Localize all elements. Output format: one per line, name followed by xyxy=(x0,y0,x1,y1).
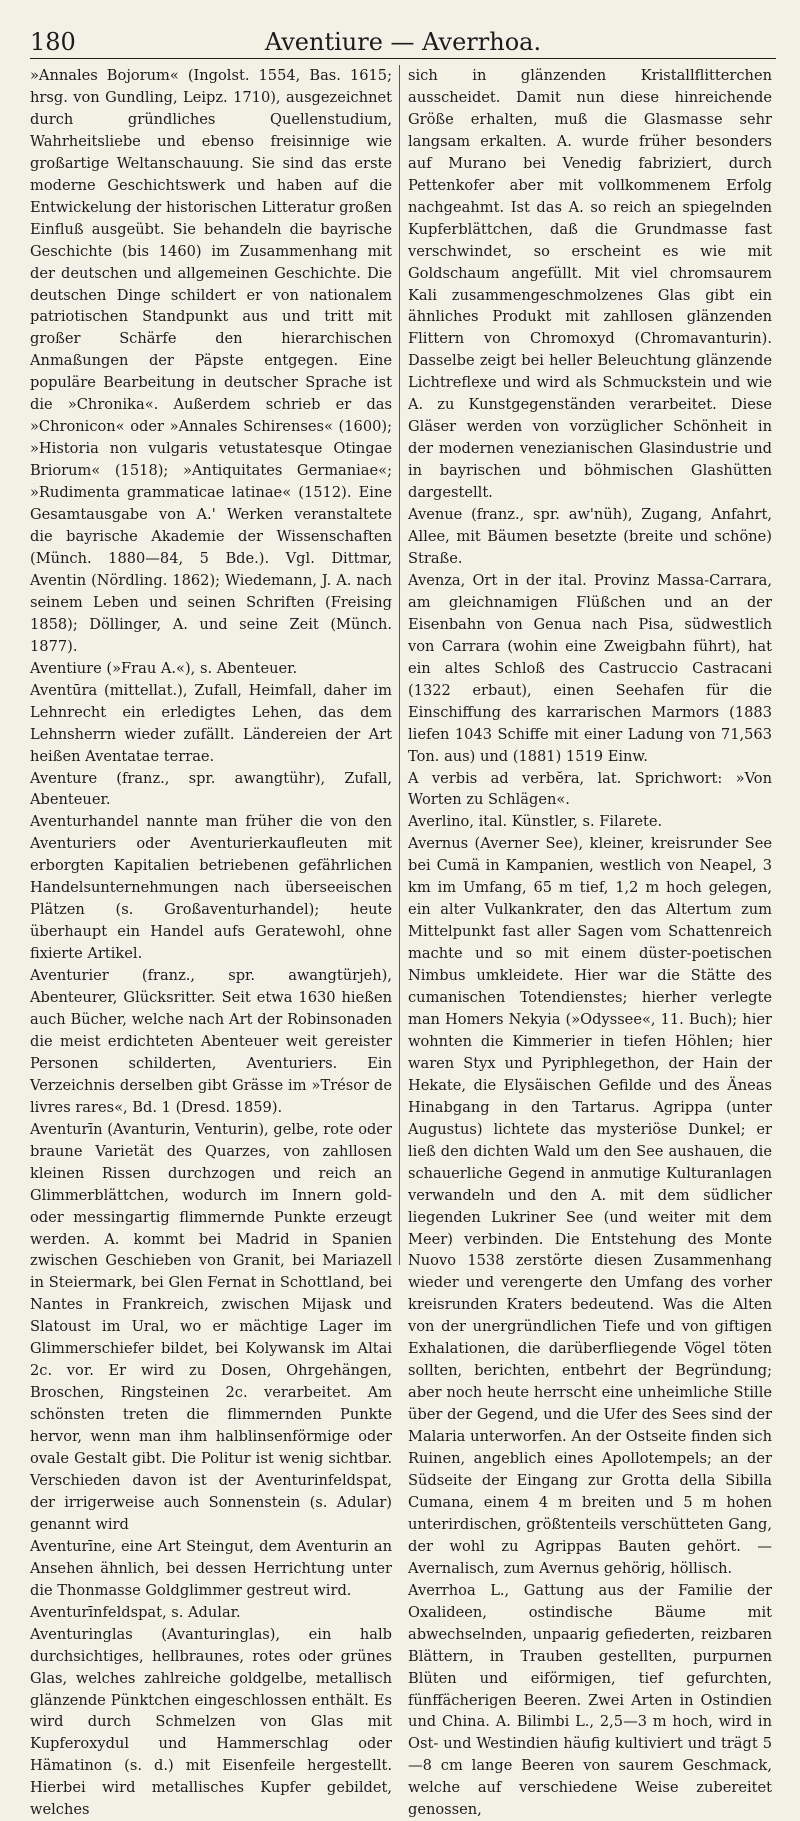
entry-paragraph: Aventurhandel nannte man früher die von den Aventuriers oder Aventurierkaufleuten mit erborgten Kapitalien betriebenen gefährlichen Handelsunternehmungen nach überseeischen Plätzen (s. Großaventurhandel); heute überhaupt ein Handel aufs Geratewohl, ohne fixierte Artikel. xyxy=(30,813,392,963)
page-header xyxy=(30,22,776,59)
entry-paragraph: Aventure (franz., spr. awangtühr), Zufall, Abenteuer. xyxy=(30,769,392,809)
entry-paragraph: Aventūra (mittellat.), Zufall, Heimfall, daher im Lehnrecht ein erledigtes Lehen, das dem Lehnsherrn wieder zufällt. Ländereien der Art heißen Aventatae terrae. xyxy=(30,681,392,765)
entry-paragraph: Avenue (franz., spr. aw'nüh), Zugang, Anfahrt, Allee, mit Bäumen besetzte (breite und schöne) Straße. xyxy=(408,506,772,567)
entry-paragraph: Avenza, Ort in der ital. Provinz Massa-Carrara, am gleichnamigen Flüßchen und an der Eisenbahn von Genua nach Pisa, südwestlich von Carrara (wohin eine Zweigbahn führt), hat ein altes Schloß des Castruccio Castracani (1322 erbaut), einen Seehafen für die Einschiffung des karrarischen Marmors (1883 liefen 1043 Schiffe mit einer Ladung von 71,563 Ton. aus) und (1881) 1519 Einw. xyxy=(408,571,772,765)
entry-paragraph: sich in glänzenden Kristallflitterchen ausscheidet. Damit nun diese hinreichende Größe erhalten, muß die Glasmasse sehr langsam erkalten. A. wurde früher besonders auf Murano bei Venedig fabriziert, durch Pettenkofer aber mit vollkommenem Erfolg nachgeahmt. Ist das A. so reich an spiegelnden Kupferblättchen, daß die Grundmasse fast verschwindet, so erscheint es wie mit Goldschaum angefüllt. Mit viel chromsaurem Kali zusammengeschmolzenes Glas gibt ein ähnliches Produkt mit zahllosen glänzenden Flittern von Chromoxyd (Chromavanturin). Dasselbe zeigt bei heller Beleuchtung glänzende Lichtreflexe und wird als Schmuckstein und wie A. zu Kunstgegenständen verarbeitet. Diese Gläser werden von vorzüglicher Schönheit in der modernen venezianischen Glasindustrie und in bayrischen und böhmischen Glashütten dargestellt. xyxy=(408,67,772,502)
entry-paragraph: Aventurīn (Avanturin, Venturin), gelbe, rote oder braune Varietät des Quarzes, von zahllosen kleinen Rissen durchzogen und reich an Glimmerblättchen, wodurch im Innern gold- oder messingartig flimmernde Punkte erzeugt werden. A. kommt bei Madrid in Spanien zwischen Geschieben von Granit, bei Mariazell in Steiermark, bei Glen Fernat in Schottland, bei Nantes in Frankreich, zwischen Mijask und Slatoust im Ural, wo er mächtige Lager im Glimmerschiefer bildet, bei Kolywansk im Altai 2c. vor. Er wird zu Dosen, Ohrgehängen, Broschen, Ringsteinen 2c. verarbeitet. Am schönsten treten die flimmernden Punkte hervor, wenn man ihm halblinsenförmige oder ovale Gestalt gibt. Die Politur ist wenig sichtbar. Verschieden davon ist der Aventurinfeldspat, der irrigerweise auch Sonnenstein (s. Adular) genannt wird xyxy=(30,1120,392,1533)
entry-paragraph: Avernus (Averner See), kleiner, kreisrunder See bei Cumä in Kampanien, westlich von Neapel, 3 km im Umfang, 65 m tief, 1,2 m hoch gelegen, ein alter Vulkankrater, den das Altertum zum Mittelpunkt fast aller Sagen vom Schattenreich machte und so mit einem düster-poetischen Nimbus umkleidete. Hier war die Stätte des cumanischen Totendienstes; hierher verlegte man Homers Nekyia (»Odyssee«, 11. Buch); hier wohnten die Kimmerier in tiefen Höhlen; hier waren Styx und Pyriphlegethon, der Hain der Hekate, die Elysäischen Gefilde und des Äneas Hinabgang in den Tartarus. Agrippa (unter Augustus) lichtete das mysteriöse Dunkel; er ließ den dichten Wald um den See aushauen, die schauerliche Gegend in anmutige Kulturanlagen verwandeln und den A. mit dem südlicher liegenden Lukriner See (und weiter mit dem Meer) verbinden. Die Entstehung des Monte Nuovo 1538 zerstörte diesen Zusammenhang wieder und verengerte den Umfang des vorher kreisrunden Kraters bedeutend. Was die Alten von der unergründlichen Tiefe und von giftigen Exhalationen, die darüberfliegende Vögel töten sollten, berichten, entbehrt der Begründung; aber noch heute herrscht eine unheimliche Stille über der Gegend, und die Ufer des Sees sind der Malaria unterworfen. An der Ostseite finden sich Ruinen, angeblich eines Apollotempels; an der Südseite der Eingang zur Grotta della Sibilla Cumana, einem 4 m breiten und 5 m hohen unterirdischen, größtenteils verschütteten Gang, der wohl zu Agrippas Bauten gehört. — Avernalisch, zum Avernus gehörig, höllisch. xyxy=(408,835,772,1577)
entry-paragraph: Aventuringlas (Avanturinglas), ein halb durchsichtiges, hellbraunes, rotes oder grünes Glas, welches zahlreiche goldgelbe, metallisch glänzende Pünktchen eingeschlossen enthält. Es wird durch Schmelzen von Glas mit Kupferoxydul und Hammerschlag oder Hämatinon (s. d.) mit Eisenfeile hergestellt. Hierbei wird metallisches Kupfer gebildet, welches xyxy=(30,1625,392,1819)
column-divider xyxy=(399,65,400,1265)
page-number: 180 xyxy=(30,28,76,56)
entry-paragraph: Averrhoa L., Gattung aus der Familie der Oxalideen, ostindische Bäume mit abwechselnden, unpaarig gefiederten, reizbaren Blättern, in Trauben gestellten, purpurnen Blüten und eiförmigen, tief gefurchten, fünffächerigen Beeren. Zwei Arten in Ostindien und China. A. Bilimbi L., 2,5—3 m hoch, wird in Ost- und Westindien häufig kultiviert und trägt 5—8 cm lange Beeren von saurem Geschmack, welche auf verschiedene Weise zubereitet genossen, xyxy=(408,1581,772,1819)
left-column xyxy=(30,65,392,1819)
entry-paragraph: »Annales Bojorum« (Ingolst. 1554, Bas. 1615; hrsg. von Gundling, Leipz. 1710), ausgezeichnet durch gründliches Quellenstudium, Wahrheitsliebe und ebenso freisinnige wie großartige Weltanschauung. Sie sind das erste moderne Geschichtswerk und haben auf die Entwickelung der historischen Litteratur großen Einfluß ausgeübt. Sie behandeln die bayrische Geschichte (bis 1460) im Zusammenhang mit der deutschen und allgemeinen Geschichte. Die deutschen Dinge schildert er von nationalem patriotischen Standpunkt aus und tritt mit großer Schärfe den hierarchischen Anmaßungen der Päpste entgegen. Eine populäre Bearbeitung in deutscher Sprache ist die »Chronika«. Außerdem schrieb er das »Chronicon« oder »Annales Schirenses« (1600); »Historia non vulgaris vetustatesque Otingae Briorum« (1518); »Antiquitates Germaniae«; »Rudimenta grammaticae latinae« (1512). Eine Gesamtausgabe von A.' Werken veranstaltete die bayrische Akademie der Wissenschaften (Münch. 1880—84, 5 Bde.). Vgl. Dittmar, Aventin (Nördling. 1862); Wiedemann, J. A. nach seinem Leben und seinen Schriften (Freising 1858); Döllinger, A. und seine Zeit (Münch. 1877). xyxy=(30,67,392,655)
entry-paragraph: Aventurīne, eine Art Steingut, dem Aventurin an Ansehen ähnlich, bei dessen Herrichtung unter die Thonmasse Goldglimmer gestreut wird. xyxy=(30,1537,392,1599)
entry-paragraph: Aventurīnfeldspat, s. Adular. xyxy=(30,1603,241,1621)
entry-paragraph: Averlino, ital. Künstler, s. Filarete. xyxy=(408,813,663,831)
running-title: Aventiure — Averrhoa. xyxy=(264,28,542,56)
entry-paragraph: A verbis ad verbĕra, lat. Sprichwort: »Von Worten zu Schlägen«. xyxy=(408,769,772,809)
entry-paragraph: Aventiure (»Frau A.«), s. Abenteuer. xyxy=(30,659,298,677)
entry-paragraph: Aventurier (franz., spr. awangtürjeh), Abenteurer, Glücksritter. Seit etwa 1630 hießen auch Bücher, welche nach Art der Robinsonaden die meist erdichteten Abenteuer weit gereister Personen schilderten, Aventuriers. Ein Verzeichnis derselben gibt Grässe im »Trésor de livres rares«, Bd. 1 (Dresd. 1859). xyxy=(30,967,392,1116)
right-column xyxy=(408,65,772,1819)
